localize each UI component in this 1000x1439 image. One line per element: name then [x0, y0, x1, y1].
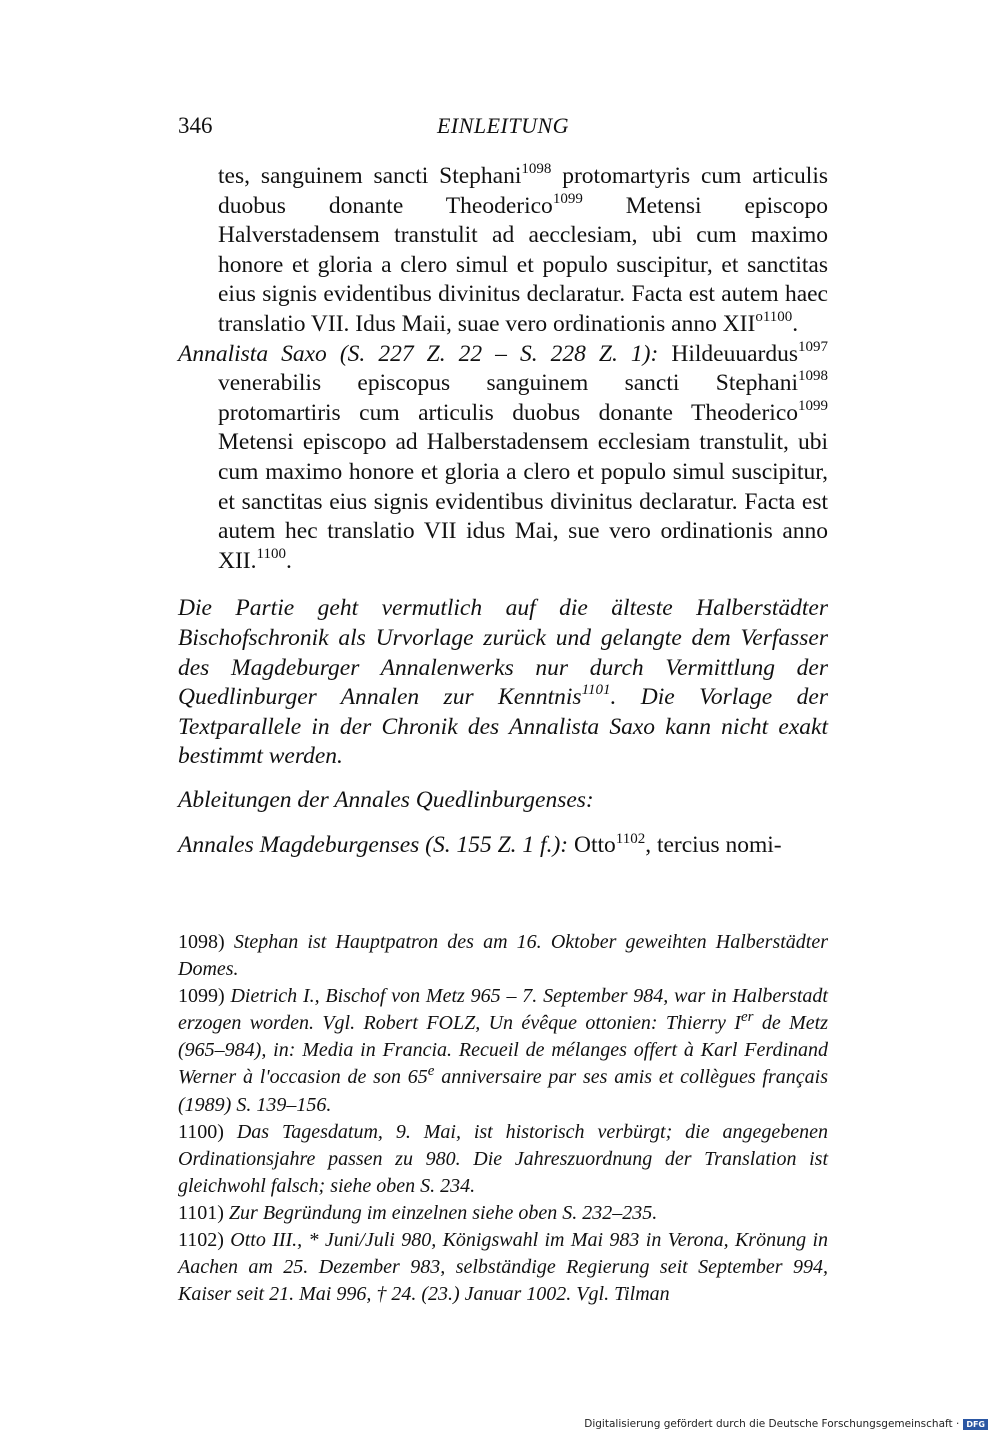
- footnote-text: Otto III., * Juni/Juli 980, Königswahl im Mai 983 in Verona, Krönung in Aachen am 25. Dezember 983, selbständige Regierung seit September 994, Kaiser seit 21. Mai 996, † 24. (23.) Januar 1002. Vgl. Tilman: [178, 1229, 828, 1306]
- text-run: Otto: [568, 832, 616, 859]
- footnote-ref: 1099: [552, 190, 583, 207]
- text-run: Die Partie geht vermutlich auf die älteste Halberstädter Bischofschronik als Urvorlage zurück und gelangte dem Verfasser des Magdeburger Annalenwerks nur durch Vermittlung der Quedlinburger Annalen zur Kenntnis: [178, 595, 828, 711]
- source-label: Annales Magdeburgenses (S. 155 Z. 1 f.):: [178, 832, 569, 859]
- footnote-text: Stephan ist Hauptpatron des am 16. Oktober geweihten Halberstädter Domes.: [178, 931, 828, 981]
- page-number: 346: [178, 113, 213, 138]
- text-run: protomartyris cum articulis duobus donante Theoderico: [218, 163, 828, 219]
- digitization-footer: [584, 1418, 988, 1430]
- footnote-number: 1098): [178, 931, 225, 953]
- footnote-ref: 1098: [521, 161, 552, 178]
- commentary-paragraph: [178, 594, 828, 772]
- footnote-text: Zur Begründung im einzelnen siehe oben S. 232–235.: [223, 1201, 658, 1224]
- footnote-ref: 1100: [256, 545, 286, 562]
- annalista-paragraph: [178, 340, 828, 577]
- footnote-ref: o1100: [755, 309, 793, 326]
- text-run: , tercius nomi-: [645, 832, 782, 859]
- superscript: e: [427, 1062, 435, 1079]
- footnote-ref: 1098: [798, 368, 828, 385]
- section-heading: Ableitungen der Annales Quedlinburgenses:: [178, 786, 594, 813]
- footnote-text: Dietrich I., Bischof von Metz 965 – 7. September 984, war in Halberstadt erzogen worden. Vgl. Robert FOLZ, Un évêque ottonien: Thierry I: [178, 985, 828, 1035]
- text-run: Hildeuuardus: [658, 340, 798, 367]
- text-run: protomartiris cum articulis duobus donante Theoderico: [218, 399, 798, 426]
- footnote-ref: 1101: [581, 682, 611, 699]
- footnotes: [178, 929, 828, 1308]
- footnote-ref: 1102: [615, 830, 646, 847]
- text-run: tes, sanguinem sancti Stephani: [218, 163, 522, 189]
- footnote: [178, 983, 828, 1118]
- footnote: [178, 1227, 828, 1308]
- footnote: [178, 929, 828, 983]
- text-run: .: [285, 547, 292, 574]
- text-run: . Die Vorlage der Textparallele in der Chronik des Annalista Saxo kann nicht exakt bestimmt werden.: [178, 684, 828, 770]
- running-title: EINLEITUNG: [436, 113, 570, 138]
- footnote: [178, 1200, 828, 1227]
- source-label: Annalista Saxo (S. 227 Z. 22 – S. 228 Z. 1):: [178, 340, 659, 367]
- footnote-number: 1100): [178, 1120, 224, 1143]
- footnote-text: anniversaire par ses amis et collègues français (1989) S. 139–156.: [178, 1066, 828, 1116]
- magdeburg-paragraph: [178, 831, 828, 861]
- footnote-ref: 1097: [797, 338, 828, 355]
- text-run: venerabilis episcopus sanguinem sancti Stephani: [218, 370, 798, 397]
- footnote-number: 1099): [178, 985, 225, 1008]
- main-text: [178, 162, 828, 861]
- superscript: er: [740, 1008, 754, 1025]
- dfg-logo-icon: DFG: [963, 1419, 988, 1430]
- quote-paragraph: [178, 162, 828, 340]
- footer-text: Digitalisierung gefördert durch die Deutsche Forschungsgemeinschaft ·: [584, 1418, 960, 1430]
- footnote-number: 1102): [178, 1229, 224, 1252]
- text-run: Metensi episcopo ad Halberstadensem ecclesiam transtulit, ubi cum maximo honore et gloria a clero et populo simul suscipitur, et sanctitas eius signis evidentibus divinitus declaratur. Facta est autem hec translatio VII idus Mai, sue vero ordinationis anno XII.: [218, 429, 828, 574]
- footnote-number: 1101): [178, 1201, 224, 1224]
- footnote: [178, 1119, 828, 1200]
- page-header: [178, 113, 828, 147]
- footnote-text: Das Tagesdatum, 9. Mai, ist historisch verbürgt; die angegebenen Ordinationsjahre passen zu 980. Die Jahreszuordnung der Translation ist gleichwohl falsch; siehe oben S. 234.: [178, 1120, 828, 1197]
- footnote-text: de Metz (965–984), in: Media in Francia. Recueil de mélanges offert à Karl Ferdinand Werner à l'occasion de son 65: [178, 1012, 828, 1089]
- footnote-ref: 1099: [798, 397, 828, 414]
- text-run: .: [792, 310, 799, 337]
- text-run: Metensi episcopo Halverstadensem transtulit ad aecclesiam, ubi cum maximo honore et gloria a clero simul et populo suscipitur, et sanctitas eius signis evidentibus divinitus declaratur. Facta est autem haec translatio VII. Idus Maii, suae vero ordinationis anno XII: [218, 192, 828, 337]
